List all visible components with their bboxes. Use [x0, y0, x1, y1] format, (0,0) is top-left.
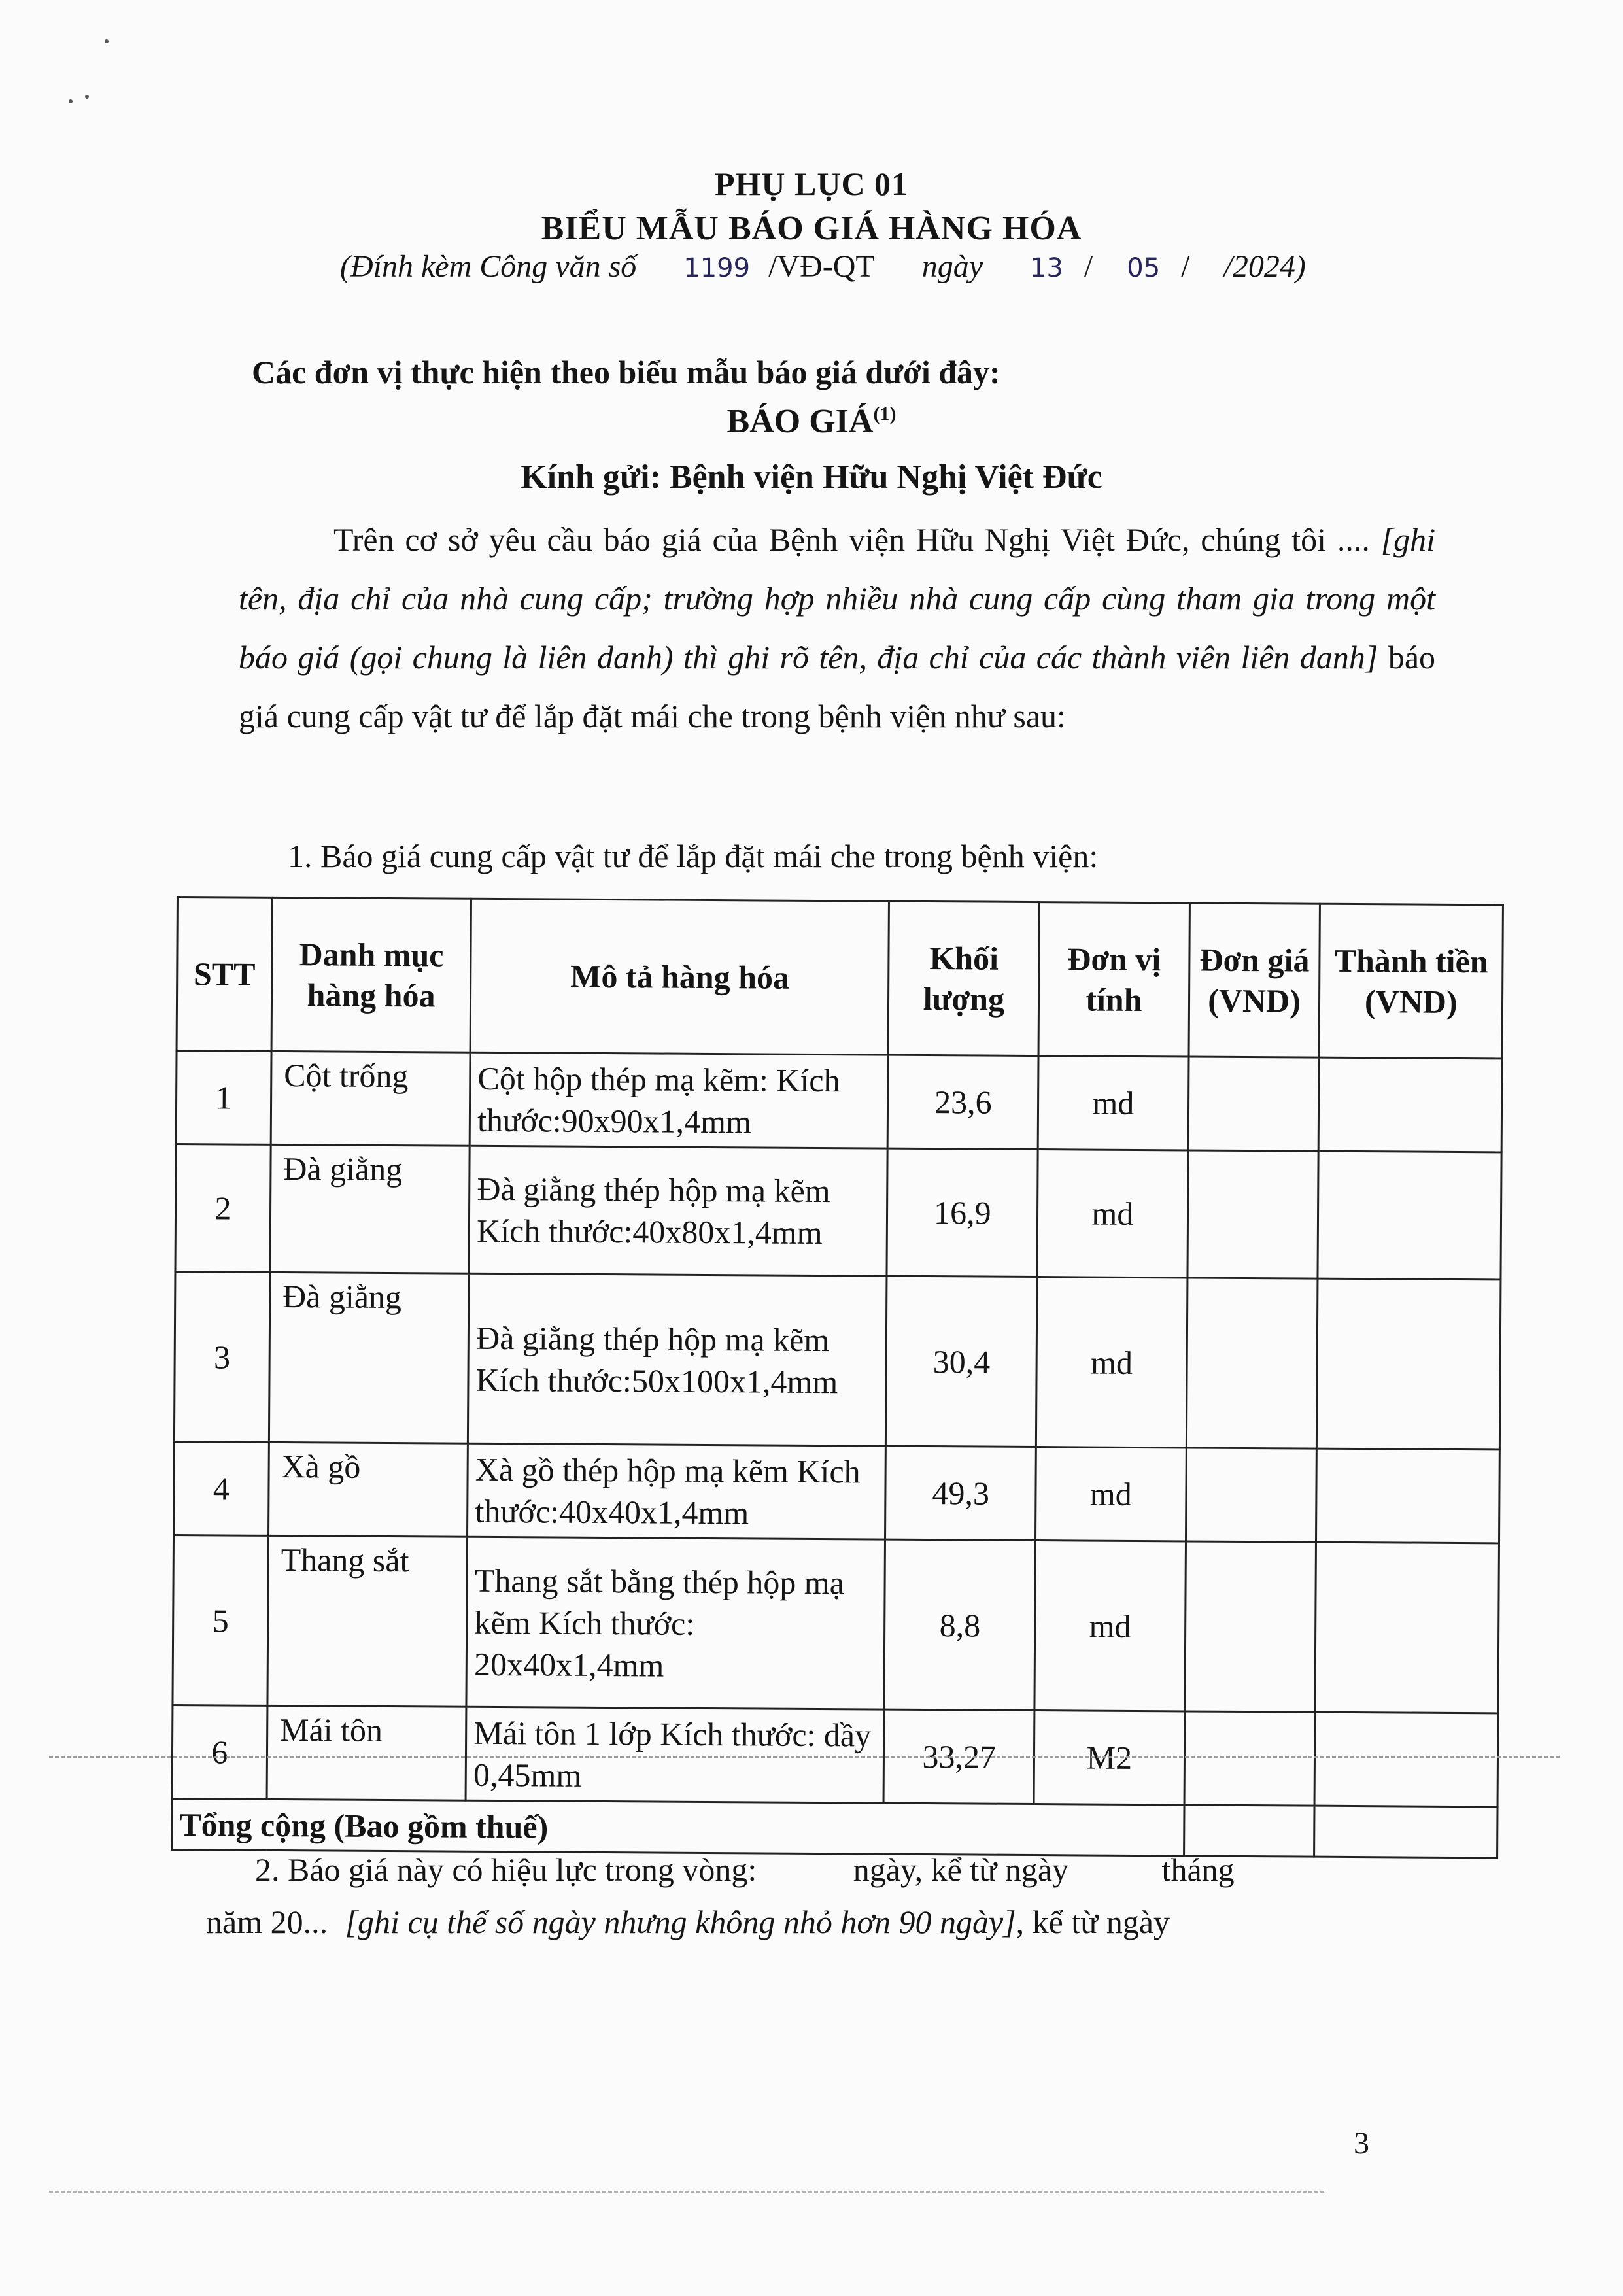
row-quantity: 23,6 — [888, 1055, 1039, 1149]
table-header-row — [177, 897, 1503, 1059]
scan-speck — [105, 39, 109, 43]
row-quantity: 33,27 — [884, 1709, 1035, 1804]
row-unit: md — [1036, 1447, 1186, 1541]
appendix-heading: PHỤ LỤC 01 — [714, 165, 909, 202]
row-stt: 2 — [175, 1144, 271, 1273]
row-category: Đà giằng — [269, 1272, 469, 1443]
attachment-reference: (Đính kèm Công văn số 1199 /VĐ-QT ngày 13 / 05 / /2024) — [340, 249, 1306, 284]
row-description: Đà giằng thép hộp mạ kẽm Kích thước:40x80x1,4mm — [469, 1146, 887, 1276]
row-description: Xà gồ thép hộp mạ kẽm Kích thước:40x40x1,4mm — [468, 1443, 886, 1539]
row-unit-price — [1186, 1278, 1318, 1448]
row-unit-price — [1185, 1541, 1316, 1712]
total-unit-price — [1184, 1805, 1314, 1857]
row-category: Đà giằng — [270, 1144, 470, 1273]
header-unit-price: Đơn giá (VND) — [1189, 903, 1320, 1057]
row-unit-price — [1186, 1448, 1317, 1542]
validity-placeholder: [ghi cụ thể số ngày nhưng không nhỏ hơn 90 ngày] — [345, 1904, 1016, 1940]
scan-artifact-line — [49, 1756, 1560, 1758]
scan-artifact-line — [49, 2191, 1324, 2193]
handwritten-doc-number: 1199 — [683, 253, 751, 283]
row-amount — [1317, 1278, 1501, 1450]
form-title: BIỂU MẪU BÁO GIÁ HÀNG HÓA — [541, 210, 1082, 247]
validity-line-1 — [255, 1851, 1235, 1889]
intro-tail: báo giá cung cấp vật tư để lắp đặt mái che trong bệnh viện như sau: — [239, 639, 1436, 734]
validity-days-label: ngày, kể từ ngày — [853, 1851, 1069, 1888]
table-row — [174, 1271, 1501, 1449]
validity-prefix: 2. Báo giá này có hiệu lực trong vòng: — [255, 1851, 757, 1888]
quote-title: BÁO GIÁ$^{(1)}$ — [726, 403, 897, 440]
row-quantity: 16,9 — [887, 1148, 1038, 1277]
row-unit: M2 — [1034, 1711, 1184, 1805]
intro-lead: Trên cơ sở yêu cầu báo giá của Bệnh viện Hữu Nghị Việt Đức, chúng tôi .... — [333, 521, 1370, 558]
scan-speck — [85, 95, 89, 99]
row-description: Thang sắt bằng thép hộp mạ kẽm Kích thước: 20x40x1,4mm — [466, 1537, 885, 1709]
table-row — [174, 1441, 1500, 1543]
attach-prefix: (Đính kèm Công văn số — [340, 249, 637, 284]
row-quantity: 30,4 — [886, 1276, 1037, 1447]
row-stt: 4 — [174, 1441, 269, 1535]
row-stt: 6 — [172, 1705, 267, 1799]
total-label: Tổng cộng (Bao gồm thuế) — [172, 1798, 1184, 1855]
row-stt: 1 — [176, 1051, 271, 1145]
row-unit-price — [1188, 1057, 1320, 1151]
row-unit: md — [1037, 1150, 1188, 1278]
recipient-line: Kính gửi: Bệnh viện Hữu Nghị Việt Đức — [521, 458, 1102, 496]
row-unit-price — [1184, 1711, 1316, 1806]
row-amount — [1315, 1712, 1498, 1807]
row-description: Mái tôn 1 lớp Kích thước: dầy 0,45mm — [466, 1707, 884, 1803]
header-unit: Đơn vị tính — [1038, 902, 1189, 1057]
date-label: ngày — [921, 249, 983, 284]
header-category: Danh mục hàng hóa — [271, 897, 471, 1052]
row-unit: md — [1036, 1277, 1187, 1448]
table-row — [175, 1144, 1501, 1280]
row-category: Xà gồ — [268, 1442, 468, 1537]
intro-paragraph — [239, 510, 1435, 745]
validity-month-label: tháng — [1161, 1851, 1235, 1888]
total-amount — [1314, 1806, 1497, 1858]
validity-year: năm 20... — [206, 1904, 328, 1940]
row-quantity: 8,8 — [884, 1539, 1035, 1710]
validity-line-2 — [206, 1903, 1170, 1941]
instruction-line: Các đơn vị thực hiện theo biểu mẫu báo giá dưới đây: — [252, 354, 1000, 390]
row-quantity: 49,3 — [885, 1446, 1036, 1540]
intro-placeholder: [ghi tên, địa chỉ của nhà cung cấp; trường hợp nhiều nhà cung cấp cùng tham gia trong một báo giá (gọi chung là liên danh) thì ghi rõ tên, địa chỉ của các thành viên liên danh] — [239, 521, 1435, 676]
row-amount — [1316, 1448, 1499, 1543]
doc-code: /VĐ-QT — [768, 249, 875, 284]
table-row — [176, 1051, 1502, 1152]
row-amount — [1318, 1151, 1501, 1280]
total-row — [172, 1798, 1497, 1857]
row-category: Thang sắt — [267, 1535, 468, 1707]
header-stt: STT — [177, 897, 272, 1052]
quote-footnote-marker: (1) — [873, 403, 897, 425]
row-unit-price — [1187, 1150, 1319, 1278]
row-stt: 5 — [173, 1535, 268, 1705]
row-stt: 3 — [174, 1271, 269, 1442]
header-quantity: Khối lượng — [889, 901, 1040, 1055]
section-1-heading: 1. Báo giá cung cấp vật tư để lắp đặt mái che trong bệnh viện: — [288, 838, 1099, 874]
year-suffix: /2024) — [1223, 249, 1306, 284]
row-unit: md — [1034, 1541, 1186, 1711]
row-unit: md — [1038, 1056, 1188, 1150]
page-number: 3 — [1354, 2126, 1369, 2161]
validity-tail: , kể từ ngày — [1016, 1904, 1170, 1940]
row-amount — [1319, 1057, 1502, 1152]
row-category: Cột trống — [271, 1051, 470, 1146]
handwritten-day: 13 — [1030, 253, 1063, 283]
row-category: Mái tôn — [267, 1705, 466, 1800]
row-description: Đà giằng thép hộp mạ kẽm Kích thước:50x100x1,4mm — [468, 1273, 887, 1446]
header-amount: Thành tiền (VND) — [1319, 904, 1503, 1059]
quote-table — [171, 896, 1504, 1859]
table-row — [173, 1535, 1499, 1713]
row-amount — [1315, 1542, 1499, 1713]
handwritten-month: 05 — [1127, 253, 1161, 283]
scan-speck — [69, 99, 73, 103]
header-description: Mô tả hàng hóa — [470, 899, 889, 1055]
row-description: Cột hộp thép mạ kẽm: Kích thước:90x90x1,4mm — [470, 1052, 888, 1148]
